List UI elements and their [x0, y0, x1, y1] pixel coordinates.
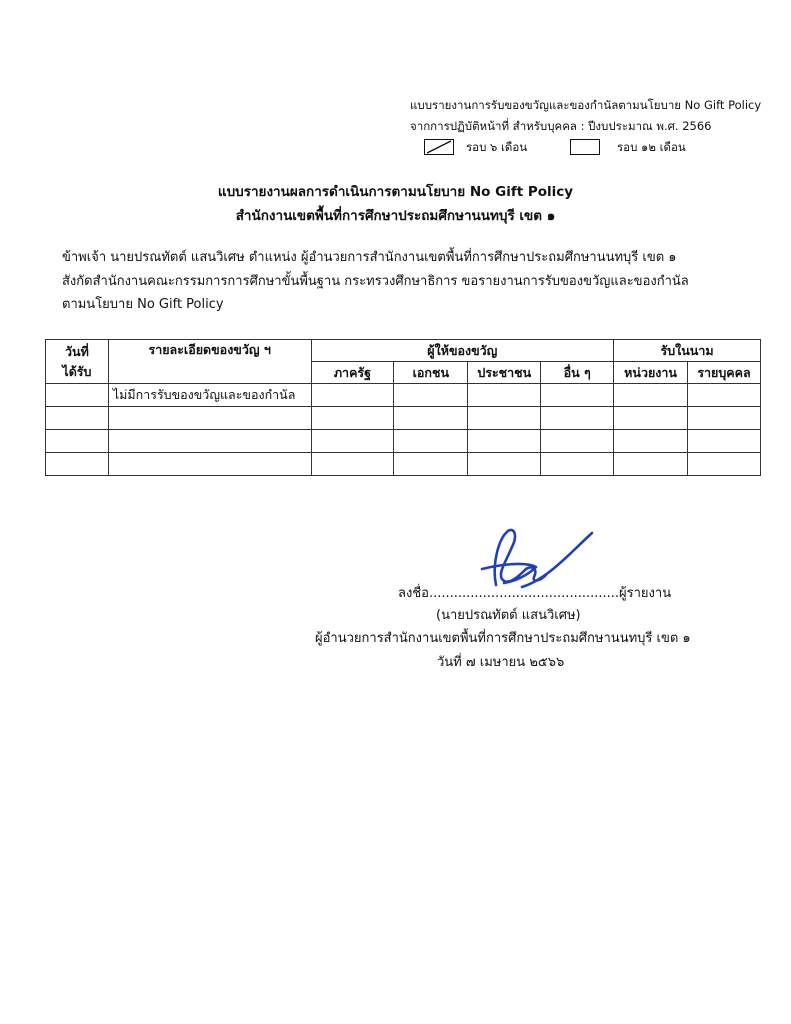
header-state-sector: ภาครัฐ	[311, 362, 394, 384]
table-cell	[614, 384, 688, 407]
body-line-3: ตามนโยบาย No Gift Policy	[62, 297, 224, 312]
check-slash-icon	[425, 140, 453, 154]
form-subtitle-line2: จากการปฏิบัติหน้าที่ สำหรับบุคคล : ปีงบประมาณ พ.ศ. 2566	[410, 119, 712, 133]
table-cell	[46, 430, 109, 453]
gift-report-table	[45, 339, 761, 476]
header-date-received	[46, 340, 109, 384]
table-cell	[688, 430, 761, 453]
table-cell	[541, 407, 614, 430]
round-6-label: รอบ ๖ เดือน	[466, 140, 528, 154]
table-cell	[394, 430, 468, 453]
table-cell: ไม่มีการรับของขวัญและของกำนัล	[108, 384, 311, 407]
round-12-label: รอบ ๑๒ เดือน	[617, 140, 686, 154]
table-cell	[108, 453, 311, 476]
body-line-2: สังกัดสำนักงานคณะกรรมการการศึกษาขั้นพื้นฐาน กระทรวงศึกษาธิการ ขอรายงานการรับของขวัญและของกำนัล	[62, 274, 689, 289]
table-cell	[468, 430, 541, 453]
table-cell	[468, 407, 541, 430]
table-cell	[46, 407, 109, 430]
table-cell	[108, 430, 311, 453]
signer-name: (นายปรณทัตต์ แสนวิเศษ)	[436, 608, 581, 623]
table-cell	[468, 453, 541, 476]
table-cell	[311, 430, 394, 453]
table-cell	[614, 430, 688, 453]
header-giver: ผู้ให้ของขวัญ	[311, 340, 614, 362]
table-cell	[394, 384, 468, 407]
table-cell	[468, 384, 541, 407]
header-date-line1: วันที่	[65, 343, 89, 359]
header-gift-detail: รายละเอียดของขวัญ ฯ	[108, 340, 311, 384]
table-row	[46, 384, 761, 407]
signer-position: ผู้อำนวยการสำนักงานเขตพื้นที่การศึกษาประถมศึกษานนทบุรี เขต ๑	[315, 631, 691, 646]
table-cell	[394, 453, 468, 476]
header-date-line2: ได้รับ	[62, 363, 92, 379]
header-agency: หน่วยงาน	[614, 362, 688, 384]
table-cell	[541, 430, 614, 453]
table-row	[46, 430, 761, 453]
header-individual: รายบุคคล	[688, 362, 761, 384]
table-cell	[394, 407, 468, 430]
table-cell	[688, 453, 761, 476]
table-cell	[614, 453, 688, 476]
table-cell	[311, 384, 394, 407]
report-title: แบบรายงานผลการดำเนินการตามนโยบาย No Gift Policy	[217, 184, 574, 200]
table-row	[46, 407, 761, 430]
round-12-checkbox[interactable]	[570, 139, 600, 155]
table-cell	[108, 407, 311, 430]
header-public: ประชาชน	[468, 362, 541, 384]
body-line-1: ข้าพเจ้า นายปรณทัตต์ แสนวิเศษ ตำแหน่ง ผู้อำนวยการสำนักงานเขตพื้นที่การศึกษาประถมศึกษานนทบุรี เขต ๑	[62, 250, 677, 265]
round-6-checkbox[interactable]	[424, 139, 454, 155]
header-private-sector: เอกชน	[394, 362, 468, 384]
table-cell	[688, 407, 761, 430]
header-other: อื่น ๆ	[541, 362, 614, 384]
header-received-on-behalf: รับในนาม	[614, 340, 761, 362]
report-date: วันที่ ๗ เมษายน ๒๕๖๖	[437, 655, 565, 670]
form-subtitle-line1: แบบรายงานการรับของขวัญและของกำนัลตามนโยบาย No Gift Policy	[410, 98, 762, 112]
signature-line: ลงชื่อ..............................................ผู้รายงาน	[398, 586, 672, 601]
table-cell	[541, 453, 614, 476]
table-cell	[46, 453, 109, 476]
table-cell	[311, 407, 394, 430]
table-cell	[46, 384, 109, 407]
table-cell	[614, 407, 688, 430]
table-cell	[311, 453, 394, 476]
table-cell	[541, 384, 614, 407]
table-cell	[688, 384, 761, 407]
table-row	[46, 453, 761, 476]
office-title: สำนักงานเขตพื้นที่การศึกษาประถมศึกษานนทบุรี เขต ๑	[235, 208, 556, 224]
